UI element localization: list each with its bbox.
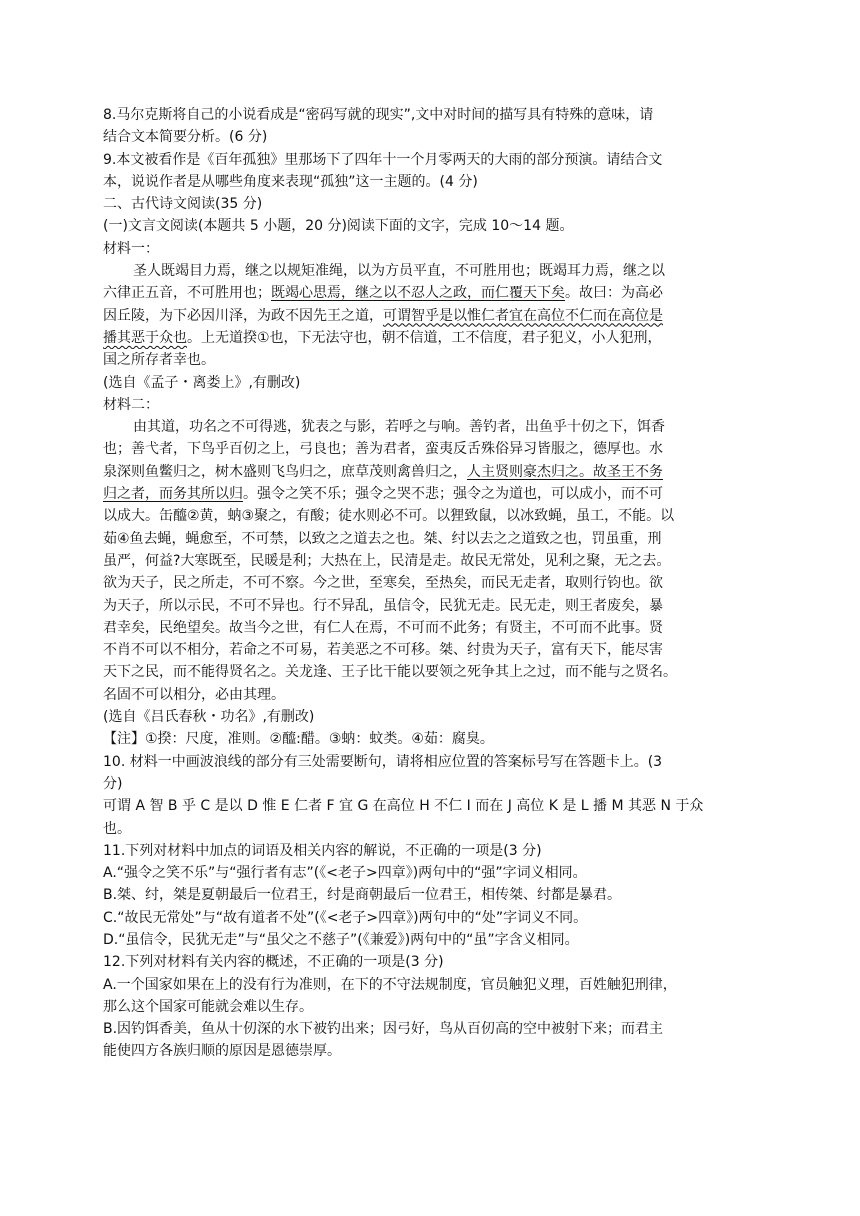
text-line <box>103 595 763 617</box>
text-segment: 为天子，所以示民，不可不异也。行不异乱，虽信令，民犹无走。民无走，则王者废矣，暴 <box>103 597 663 614</box>
text-segment: 不肖不可以不相分，若命之不可易，若美恶之不可移。桀、纣贵为天子，富有天下，能尽害 <box>103 642 663 659</box>
text-line <box>103 126 763 148</box>
text-line <box>103 661 763 683</box>
text-line <box>103 617 763 639</box>
text-segment: 8.马尔克斯将自己的小说看成是“密码写就的现实”,文中对时间的描写具有特殊的意味，请 <box>103 107 654 123</box>
text-line <box>103 394 763 416</box>
text-line <box>103 550 763 572</box>
text-segment: 茹④鱼去蝇，蝇愈至，不可禁，以致之之道去之也。桀、纣以去之之道致之也，罚虽重，刑 <box>103 530 662 547</box>
text-line <box>103 840 763 862</box>
text-line <box>103 483 763 505</box>
text-line <box>103 951 763 973</box>
text-line <box>103 193 763 215</box>
text-line <box>103 818 763 840</box>
text-line <box>103 171 763 193</box>
text-segment: 二、古代诗文阅读(35 分) <box>103 196 263 213</box>
text-line <box>103 751 763 773</box>
wavy-underlined-text: 播其恶于众也 <box>103 329 187 346</box>
document-page <box>103 104 763 1063</box>
text-segment: 材料二： <box>103 396 159 413</box>
text-segment: 9.本文被看作是《百年孤独》里那场下了四年十一个月零两天的大雨的部分预演。请结合文 <box>103 151 663 168</box>
text-segment: 本，说说作者是从哪些角度来表现“孤独”这一主题的。(4 分) <box>103 173 478 190</box>
text-segment: 结合文本简要分析。(6 分) <box>103 129 268 146</box>
text-segment: 由其道，功名之不可得逃，犹表之与影，若呼之与响。善钓者，出鱼乎十仞之下，饵香 <box>133 419 665 436</box>
underlined-text: 既竭心思焉，继之以不忍人之政，而仁覆天下矣 <box>271 285 565 302</box>
text-line <box>103 639 763 661</box>
text-line <box>103 528 763 550</box>
text-segment: (选自《吕氏春秋・功名》,有删改) <box>103 709 315 726</box>
text-line <box>103 215 763 237</box>
text-segment: 六律正五音，不可胜用也； <box>103 285 271 302</box>
text-segment: B.因钓饵香美，鱼从十仞深的水下被钓出来；因弓好，鸟从百仞高的空中被射下来；而君主 <box>103 1021 664 1038</box>
text-line <box>103 684 763 706</box>
text-segment: A.一个国家如果在上的没有行为准则，在下的不守法规制度，官员触犯义理，百姓触犯刑律， <box>103 976 677 993</box>
text-line <box>103 884 763 906</box>
text-segment: 。上无道揆①也，下无法守也，朝不信道，工不信度，君子犯义，小人犯刑， <box>187 329 662 346</box>
text-segment: 以成大。缶醯②黄，蚋③聚之，有酸；徒水则必不可。以狸致鼠，以冰致蝇，虽工，不能。以 <box>103 508 675 525</box>
text-line <box>103 795 763 817</box>
text-segment: 也。 <box>103 820 131 837</box>
text-segment: 能使四方各族归顺的原因是恩德崇厚。 <box>103 1043 341 1060</box>
text-segment: 圣人既竭目力焉，继之以规矩准绳，以为方员平直，不可胜用也；既竭耳力焉，继之以 <box>133 263 665 280</box>
text-line <box>103 238 763 260</box>
text-line <box>103 572 763 594</box>
text-line <box>103 996 763 1018</box>
text-segment: (一)文言文阅读(本题共 5 小题，20 分)阅读下面的文字，完成 10～14 题。 <box>103 218 574 235</box>
text-segment: 虽严，何益?大寒既至，民暖是利；大热在上，民清是走。故民无常处，见利之聚，无之去。 <box>103 552 671 569</box>
text-line <box>103 372 763 394</box>
text-line <box>103 706 763 728</box>
text-segment: B.桀、纣，桀是夏朝最后一位君王，纣是商朝最后一位君王，相传桀、纣都是暴君。 <box>103 887 622 904</box>
text-segment: 欲为天子，民之所走，不可不察。今之世，至寒矣，至热矣，而民无走者，取则行钧也。欲 <box>103 575 663 592</box>
text-line <box>103 104 763 126</box>
underlined-text: 人主贤则豪杰归之。故圣王不务 <box>467 463 663 480</box>
text-segment: 可谓 A 智 B 乎 C 是以 D 惟 E 仁者 F 宜 G 在高位 H 不仁 I 而在 J 高位 K 是 L 播 M 其恶 N 于众 <box>103 798 704 815</box>
text-line <box>103 149 763 171</box>
wavy-underlined-text: 可谓智乎是以惟仁者宜在高位不仁而在高位是 <box>383 307 663 324</box>
text-segment: 10. 材料一中画波浪线的部分有三处需要断句，请将相应位置的答案标号写在答题卡上。(3 <box>103 753 663 770</box>
text-segment: 泉深则鱼鳖归之，树木盛则飞鸟归之，庶草茂则禽兽归之， <box>103 463 467 480</box>
text-segment: 也；善弋者，下鸟乎百仞之上，弓良也；善为君者，蛮夷反舌殊俗异习皆服之，德厚也。水 <box>103 441 663 458</box>
text-segment: 那么这个国家可能就会难以生存。 <box>103 998 313 1015</box>
text-segment: 材料一： <box>103 240 159 257</box>
text-segment: 11.下列对材料中加点的词语及相关内容的解说，不正确的一项是(3 分) <box>103 842 542 859</box>
text-line <box>103 416 763 438</box>
text-segment: D.“虽信令，民犹无走”与“虽父之不慈子”(《兼爱》)两句中的“虽”字含义相同。 <box>103 931 579 948</box>
text-line <box>103 1018 763 1040</box>
text-segment: 国之所存者幸也。 <box>103 352 215 369</box>
text-line <box>103 305 763 327</box>
text-segment: 分) <box>103 775 123 792</box>
text-line <box>103 327 763 349</box>
text-segment: A.“强令之笑不乐”与“强行者有志”(《<老子>四章》)两句中的“强”字词义相同。 <box>103 865 587 882</box>
text-line <box>103 349 763 371</box>
text-segment: (选自《孟子・离娄上》,有删改) <box>103 374 301 391</box>
text-segment: 君幸矣，民绝望矣。故当今之世，有仁人在焉，不可而不此务；有贤主，不可而不此事。贤 <box>103 619 663 636</box>
text-line <box>103 974 763 996</box>
text-segment: 。故曰：为高必 <box>565 285 663 302</box>
text-segment: 12.下列对材料有关内容的概述，不正确的一项是(3 分) <box>103 954 444 971</box>
text-segment: 天下之民，而不能得贤名之。关龙逢、王子比干能以要领之死争其上之过，而不能与之贤名。 <box>103 664 677 681</box>
text-line <box>103 773 763 795</box>
text-line <box>103 929 763 951</box>
underlined-text: 归之者，而务其所以归 <box>103 486 243 503</box>
text-line <box>103 728 763 750</box>
text-segment: 【注】①揆：尺度，准则。②醯:醋。③蚋：蚊类。④茹：腐臭。 <box>103 731 494 748</box>
text-segment: 因丘陵，为下必因川泽，为政不因先王之道， <box>103 307 383 324</box>
text-line <box>103 862 763 884</box>
text-segment: C.“故民无常处”与“故有道者不处”(《<老子>四章》)两句中的“处”字词义不同。 <box>103 909 588 926</box>
text-line <box>103 282 763 304</box>
text-segment: 。强令之笑不乐；强令之哭不悲；强令之为道也，可以成小，而不可 <box>243 486 663 503</box>
text-line <box>103 1040 763 1062</box>
text-line <box>103 461 763 483</box>
text-line <box>103 907 763 929</box>
text-line <box>103 260 763 282</box>
text-segment: 名固不可以相分，必由其理。 <box>103 686 285 703</box>
text-line <box>103 438 763 460</box>
text-line <box>103 505 763 527</box>
